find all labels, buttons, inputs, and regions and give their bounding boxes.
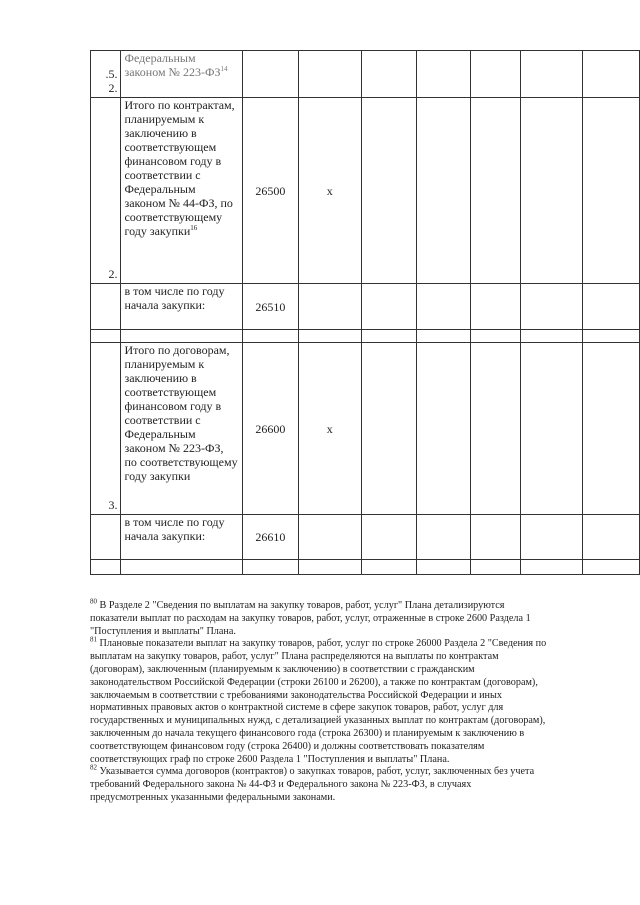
row-label: Итого по контрактам, планируемым к заключению в соответствующем финансовом году в соответствии с Федеральным законом № 44-ФЗ, по соответствующему году закупки$^{16}$	[121, 98, 242, 284]
empty-cell	[416, 560, 471, 575]
empty-cell	[583, 98, 640, 284]
empty-cell	[583, 284, 640, 330]
row-code	[242, 51, 298, 98]
empty-cell	[520, 284, 583, 330]
footnotes	[90, 597, 550, 805]
empty-cell	[471, 284, 520, 330]
empty-cell	[520, 330, 583, 343]
row-number: 2.	[91, 98, 121, 284]
empty-cell	[471, 98, 520, 284]
row-x: x	[298, 343, 361, 515]
table-row	[91, 330, 640, 343]
row-number	[91, 284, 121, 330]
row-code: 26600	[242, 343, 298, 515]
plan-table	[90, 50, 640, 575]
empty-cell	[242, 330, 298, 343]
empty-cell	[471, 343, 520, 515]
table-row	[91, 284, 640, 330]
empty-cell	[520, 51, 583, 98]
empty-cell	[583, 515, 640, 560]
footnote: $^{82}$ Указывается сумма договоров (контрактов) о закупках товаров, работ, услуг, заключенных без учета требований Федерального закона № 44-ФЗ и Федерального закона № 223-ФЗ, в случаях предусмотренных указанными федеральными законами.	[90, 763, 535, 803]
empty-cell	[91, 560, 121, 575]
row-number	[91, 515, 121, 560]
row-number: 3.	[91, 343, 121, 515]
row-number: .5. 2.	[91, 51, 121, 98]
empty-cell	[583, 343, 640, 515]
row-x: x	[298, 98, 361, 284]
row-label: в том числе по году начала закупки:	[121, 515, 242, 560]
empty-cell	[583, 51, 640, 98]
empty-cell	[361, 98, 416, 284]
empty-cell	[298, 330, 361, 343]
empty-cell	[583, 560, 640, 575]
table-row	[91, 98, 640, 284]
row-label: Итого по договорам, планируемым к заключению в соответствующем финансовом году в соответствии с Федеральным законом № 223-ФЗ, по соответствующему году закупки	[121, 343, 242, 515]
row-code: 26610	[242, 515, 298, 560]
row-x	[298, 51, 361, 98]
empty-cell	[361, 51, 416, 98]
empty-cell	[361, 560, 416, 575]
empty-cell	[471, 330, 520, 343]
empty-cell	[416, 515, 471, 560]
table-row	[91, 560, 640, 575]
empty-cell	[520, 98, 583, 284]
row-label: Федеральным законом № 223-ФЗ$^{14}$	[121, 51, 242, 98]
table-row	[91, 51, 640, 98]
footnote: $^{80}$ В Разделе 2 "Сведения по выплатам на закупку товаров, работ, услуг" Плана детализируются показатели выплат по расходам на закупку товаров, работ, услуг, отраженные в строке 2600 Раздела 1 "Поступления и выплаты" Плана.	[90, 597, 531, 637]
empty-cell	[520, 560, 583, 575]
empty-cell	[416, 51, 471, 98]
row-code: 26500	[242, 98, 298, 284]
empty-cell	[520, 343, 583, 515]
empty-cell	[416, 98, 471, 284]
table-row	[91, 343, 640, 515]
empty-cell	[471, 51, 520, 98]
empty-cell	[91, 330, 121, 343]
empty-cell	[121, 330, 242, 343]
empty-cell	[121, 560, 242, 575]
empty-cell	[361, 284, 416, 330]
table-row	[91, 515, 640, 560]
row-label: в том числе по году начала закупки:	[121, 284, 242, 330]
empty-cell	[416, 343, 471, 515]
empty-cell	[361, 515, 416, 560]
empty-cell	[471, 560, 520, 575]
empty-cell	[242, 560, 298, 575]
empty-cell	[416, 284, 471, 330]
row-x	[298, 515, 361, 560]
empty-cell	[361, 330, 416, 343]
empty-cell	[471, 515, 520, 560]
empty-cell	[416, 330, 471, 343]
empty-cell	[520, 515, 583, 560]
empty-cell	[583, 330, 640, 343]
empty-cell	[361, 343, 416, 515]
row-x	[298, 284, 361, 330]
row-code: 26510	[242, 284, 298, 330]
footnote: $^{81}$ Плановые показатели выплат на закупку товаров, работ, услуг по строке 26000 Раздела 2 "Сведения по выплатам на закупку товаров, работ, услуг" Плана распределяются на выплаты по контрактам (договорам), заключенным (планируемым к заключению) в соответствии с гражданским законодательством Российской Федерации (строки 26100 и 26200), а также по контрактам (договорам), заключаемым в соответствии с требованиями законодательства Российской Федерации и иных нормативных правовых актов о контрактной системе в сфере закупок товаров, работ, услуг для государственных и муниципальных нужд, с детализацией указанных выплат по контрактам (договорам), заключенным до начала текущего финансового года (строка 26300) и планируемым к заключению в соответствующем финансовом году (строка 26400) и должны соответствовать показателям соответствующих граф по строке 2600 Раздела 1 "Поступления и выплаты" Плана.	[90, 636, 547, 765]
empty-cell	[298, 560, 361, 575]
